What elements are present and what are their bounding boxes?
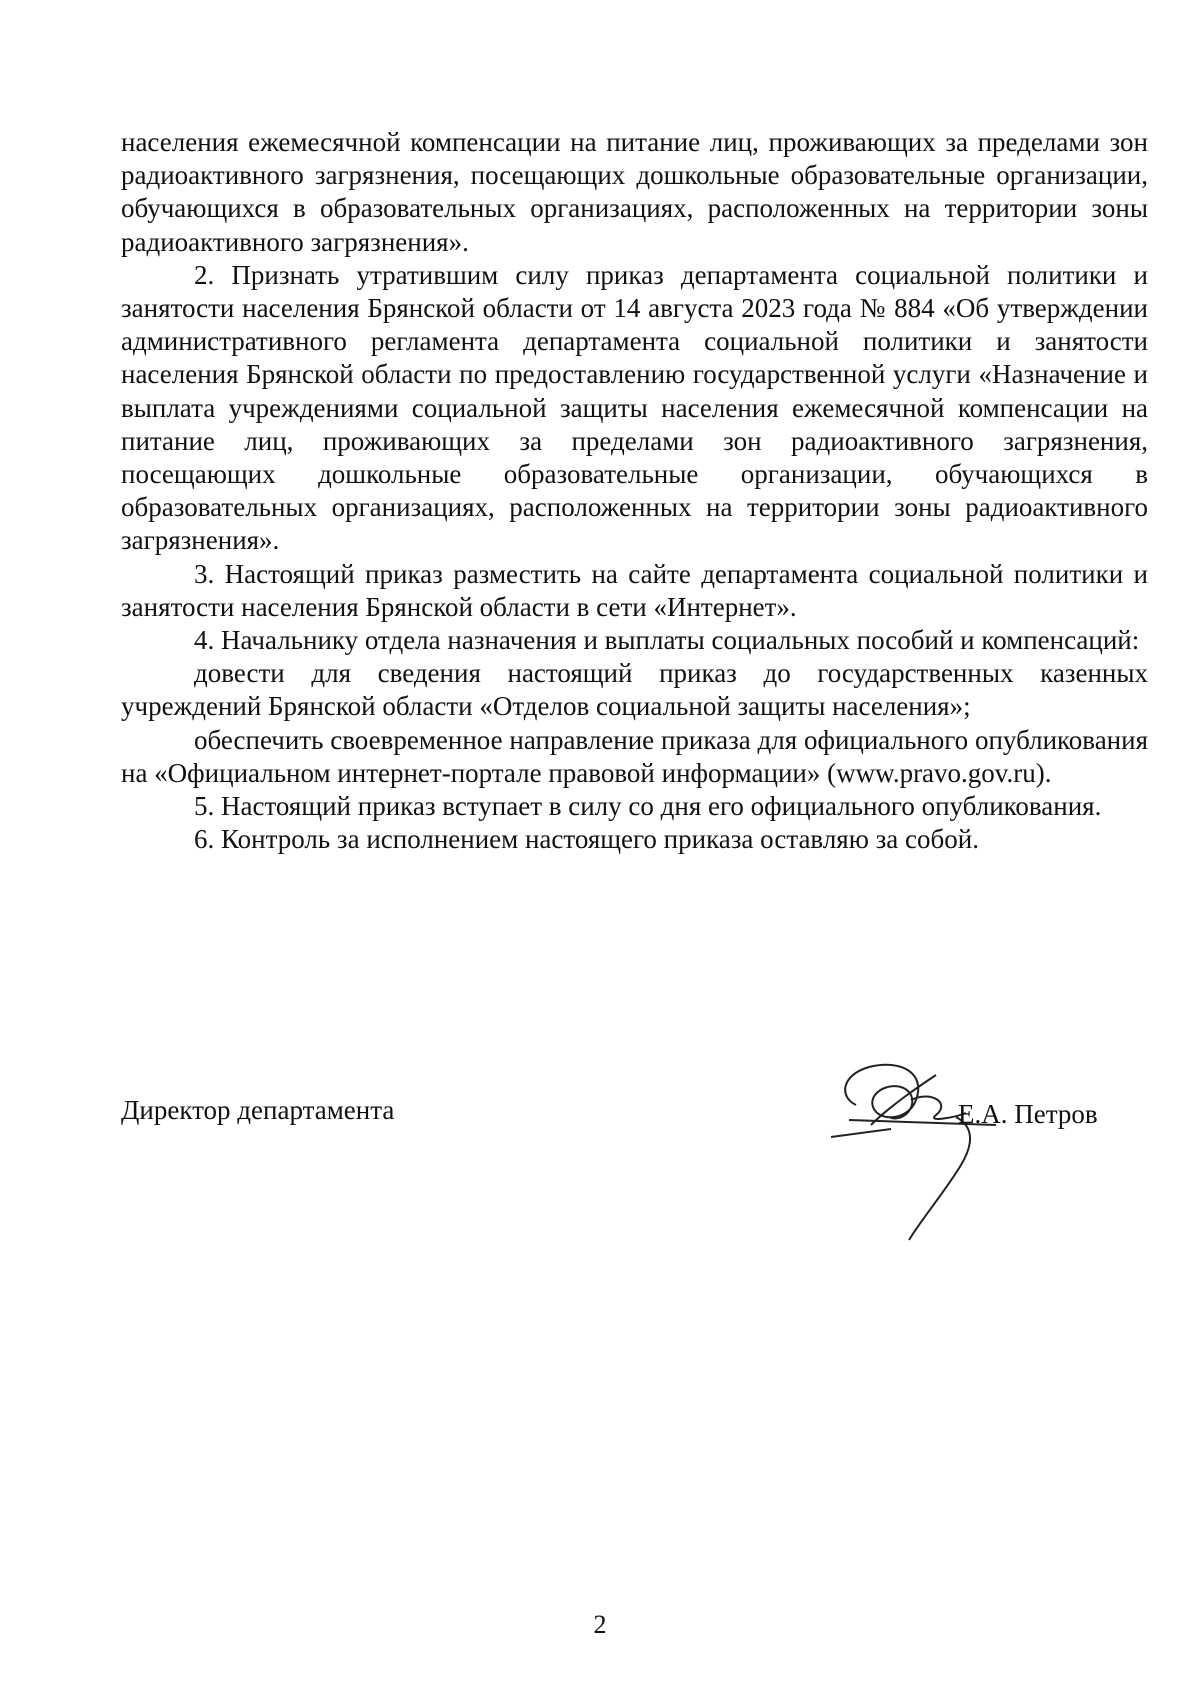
signature-block [121, 1095, 1121, 1255]
paragraph-item-6: 6. Контроль за исполнением настоящего приказа оставляю за собой. [194, 824, 979, 855]
paragraph-item-2: 2. Признать утратившим силу приказ департамента социальной политики и занятости населения Брянской области от 14 августа 2023 года № 884 «Об утверждении административного регламента департамента социальной политики и занятости населения Брянской области по предоставлению государственной услуги «Назначение и выплата учреждениями социальной защиты населения ежемесячной компенсации на питание лиц, проживающих за пределами зон радиоактивного загрязнения, посещающих дошкольные образовательные организации, обучающихся в образовательных организациях, расположенных на территории зоны радиоактивного загрязнения». [121, 259, 1148, 556]
paragraph-item-4: 4. Начальнику отдела назначения и выплаты социальных пособий и компенсаций: [194, 625, 1140, 656]
paragraph-item-4-sub-1: довести для сведения настоящий приказ до государственных казенных учреждений Брянской области «Отделов социальной защиты населения»; [121, 658, 1148, 722]
document-body [121, 126, 1148, 856]
paragraph-item-3: 3. Настоящий приказ разместить на сайте департамента социальной политики и занятости населения Брянской области в сети «Интернет». [121, 558, 1148, 622]
signer-title: Директор департамента [121, 1095, 395, 1125]
handwritten-signature [761, 1045, 1001, 1265]
paragraph-item-5: 5. Настоящий приказ вступает в силу со дня его официального опубликования. [194, 791, 1102, 822]
paragraph-item-4-sub-2: обеспечить своевременное направление приказа для официального опубликования на «Официальном интернет-портале правовой информации» (www.pravo.gov.ru). [121, 724, 1148, 788]
paragraph-continuation: населения ежемесячной компенсации на питание лиц, проживающих за пределами зон радиоактивного загрязнения, посещающих дошкольные образовательные организации, обучающихся в образовательных организациях, расположенных на территории зоны радиоактивного загрязнения». [121, 127, 1148, 257]
page-number: 2 [593, 1610, 607, 1639]
signer-name: Е.А. Петров [958, 1099, 1098, 1129]
